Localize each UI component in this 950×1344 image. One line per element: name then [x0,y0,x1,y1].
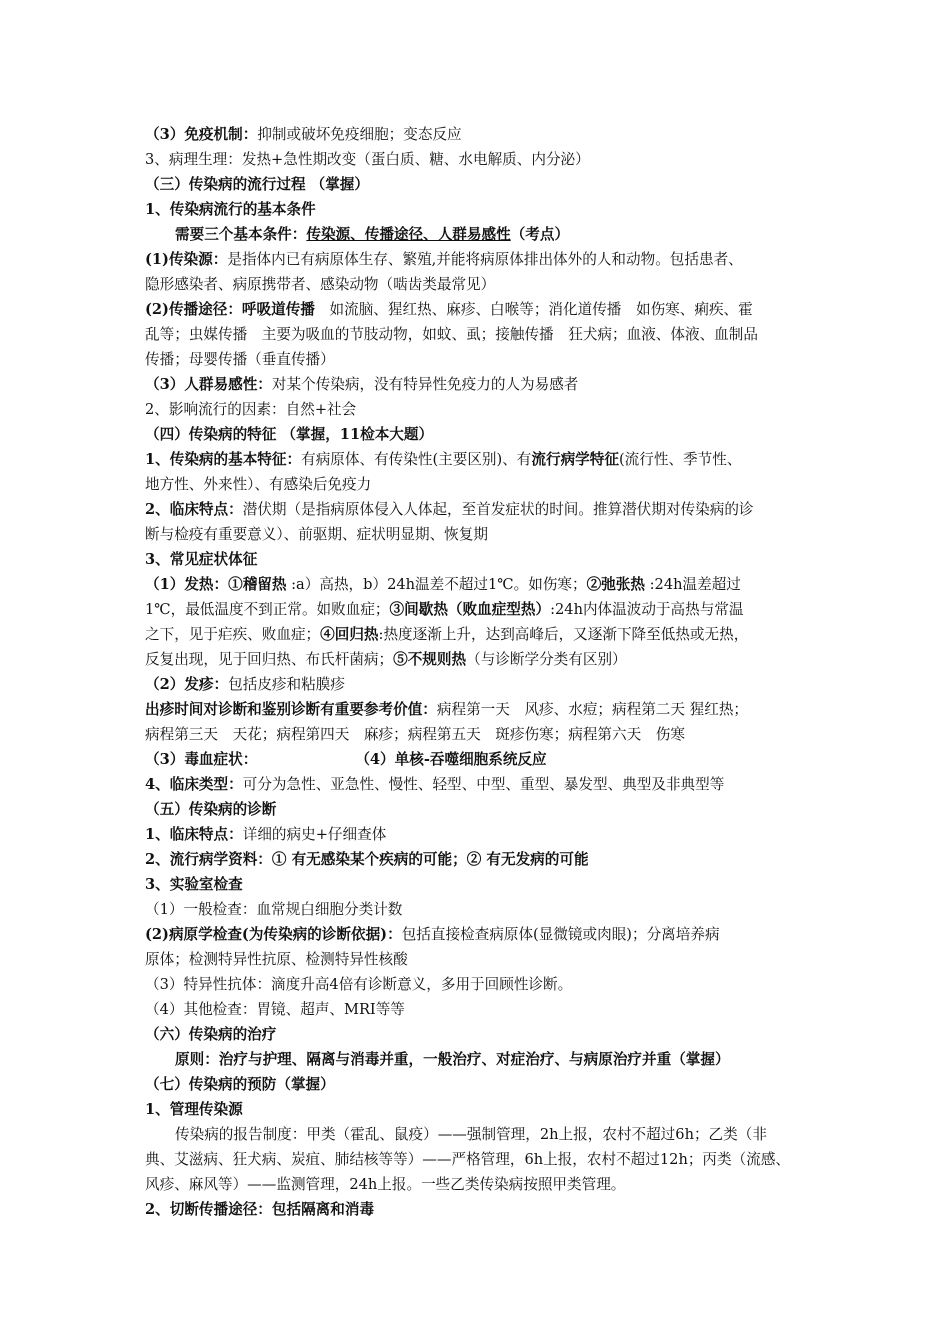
bold-text: 3、实验室检查 [145,876,243,893]
bold-text: （4）单核-吞噬细胞系统反应 [355,751,547,768]
text-run: （3）特异性抗体：滴度升高4倍有诊断意义，多用于回顾性诊断。 [145,976,573,993]
text-run: 反复出现，见于回归热、布氏杆菌病； [145,651,394,668]
text-line [145,1072,815,1097]
text-line [145,872,815,897]
bold-text: （3）免疫机制： [145,126,258,143]
text-line [145,722,815,747]
bold-text: ⑤不规则热 [393,651,467,668]
text-run: 典、艾滋病、狂犬病、炭疽、肺结核等等）——严格管理，6h上报，农村不超过12h；丙类（流感、 [145,1151,791,1168]
bold-text: （2）发疹： [145,676,229,693]
bold-text: （3）毒血症状： [145,751,258,768]
bold-text: （五）传染病的诊断 [145,801,277,818]
bold-text: 2、临床特点： [145,501,243,518]
text-run: 包括直接检查病原体(显微镜或肉眼)；分离培养病 [401,926,720,943]
bold-text: 4、临床类型： [145,776,243,793]
bold-text: 1、传染病的基本特征： [145,451,302,468]
bold-text: ④回归热 [320,626,379,643]
text-run: :24h温差超过 [644,576,741,593]
text-line [145,422,815,447]
bold-text: （四）传染病的特征 （掌握，11检本大题） [145,426,434,443]
bold-text: 流行病学特征 [531,451,619,468]
text-line [145,222,815,247]
bold-text: (1)传染源： [145,251,228,268]
bold-text: 1、管理传染源 [145,1101,243,1118]
text-run: 3、病理生理：发热+急性期改变（蛋白质、糖、水电解质、内分泌） [145,151,590,168]
text-line [145,347,815,372]
bold-text: 3、常见症状体征 [145,551,258,568]
text-line [145,1122,815,1147]
text-line [145,622,815,647]
bold-text: （七）传染病的预防（掌握） [145,1076,335,1093]
document-page [145,122,815,1222]
text-line [145,147,815,172]
text-line [145,322,815,347]
text-run: 传播；母婴传播（垂直传播） [145,351,335,368]
bold-text: ③间歇热（败血症型热） [389,601,551,618]
text-line [145,447,815,472]
bold-text: 1、传染病流行的基本条件 [145,201,316,218]
bold-text: 1、临床特点： [145,826,243,843]
text-line [145,1172,815,1197]
text-line [145,1047,815,1072]
bold-text: 原则：治疗与护理、隔离与消毒并重，一般治疗、对症治疗、与病原治疗并重（掌握） [175,1051,730,1068]
text-line [145,1097,815,1122]
text-line [145,672,815,697]
text-line [145,597,815,622]
text-run: 之下，见于疟疾、败血症； [145,626,321,643]
text-line [145,1197,815,1222]
bold-text: （三）传染病的流行过程 （掌握） [145,176,369,193]
text-line [145,497,815,522]
text-line [145,1147,815,1172]
text-line [145,122,815,147]
text-run: :24h内体温波动于高热与常温 [550,601,744,618]
text-run: 有病原体、有传染性(主要区别)、有 [301,451,532,468]
text-run: （与诊断学分类有区别） [466,651,627,668]
text-line [145,372,815,397]
text-line [145,547,815,572]
text-run: :a）高热，b）24h温差不超过1℃。如伤寒； [286,576,587,593]
text-line [145,697,815,722]
text-line [145,747,815,772]
text-line [145,1022,815,1047]
bold-text: 2、流行病学资料：① 有无感染某个疾病的可能；② 有无发病的可能 [145,851,589,868]
bold-text: 需要三个基本条件： [175,226,307,243]
bold-text: (2)病原学检查(为传染病的诊断依据)： [145,926,402,943]
text-run: （4）其他检查：胃镜、超声、MRI等等 [145,1001,405,1018]
text-line [145,472,815,497]
text-run: :热度逐渐上升，达到高峰后，又逐渐下降至低热或无热， [378,626,749,643]
text-line [145,247,815,272]
bold-text: 传染源、传播途径、人群易感性 [306,226,511,243]
bold-text: （1）发热：①稽留热 [145,576,287,593]
text-line [145,972,815,997]
text-run: 是指体内已有病原体生存、繁殖,并能将病原体排出体外的人和动物。包括患者、 [227,251,743,268]
text-run: 抑制或破坏免疫细胞；变态反应 [257,126,462,143]
text-run: 传染病的报告制度：甲类（霍乱、鼠疫）——强制管理，2h上报，农村不超过6h；乙类（非 [175,1126,767,1143]
text-line [145,822,815,847]
text-run: 风疹、麻风等）——监测管理，24h上报。一些乙类传染病按照甲类管理。 [145,1176,626,1193]
bold-text: （考点） [510,226,570,243]
text-run: 隐形感染者、病原携带者、感染动物（啮齿类最常见） [145,276,496,293]
text-line [145,397,815,422]
text-run: (流行性、季节性、 [618,451,742,468]
bold-text: 出疹时间对诊断和鉴别诊断有重要参考价值： [145,701,437,718]
text-run: 病程第一天 风疹、水痘；病程第二天 猩红热； [436,701,749,718]
text-line [145,897,815,922]
text-run: 断与检疫有重要意义）、前驱期、症状明显期、恢复期 [145,526,488,543]
text-line [145,297,815,322]
text-run: 乱等；虫媒传播 主要为吸血的节肢动物，如蚊、虱；接触传播 狂犬病；血液、体液、血制品 [145,326,758,343]
text-run: 原体；检测特异性抗原、检测特异性核酸 [145,951,408,968]
text-line [145,997,815,1022]
text-line [145,847,815,872]
text-line [145,272,815,297]
text-line [145,522,815,547]
text-line [145,647,815,672]
text-run: 潜伏期（是指病原体侵入人体起，至首发症状的时间。推算潜伏期对传染病的诊 [242,501,754,518]
text-run: 病程第三天 天花；病程第四天 麻疹；病程第五天 斑疹伤寒；病程第六天 伤寒 [145,726,685,743]
text-line [145,197,815,222]
bold-text: （六）传染病的治疗 [145,1026,277,1043]
text-line [145,572,815,597]
text-run: 2、影响流行的因素：自然+社会 [145,401,357,418]
text-run: 对某个传染病，没有特异性免疫力的人为易感者 [271,376,579,393]
text-line [145,772,815,797]
text-line [145,172,815,197]
text-run: 如流脑、猩红热、麻疹、白喉等；消化道传播 如伤寒、痢疾、霍 [314,301,753,318]
text-run: 地方性、外来性）、有感染后免疫力 [145,476,372,493]
bold-text: （3）人群易感性： [145,376,272,393]
bold-text: ②弛张热 [586,576,645,593]
text-line [145,922,815,947]
text-run: 详细的病史+仔细查体 [242,826,387,843]
text-run: 可分为急性、亚急性、慢性、轻型、中型、重型、暴发型、典型及非典型等 [242,776,725,793]
text-line [145,947,815,972]
bold-text: 2、切断传播途径：包括隔离和消毒 [145,1201,375,1218]
text-run: 1℃，最低温度不到正常。如败血症； [145,601,390,618]
text-line [145,797,815,822]
text-run: 包括皮疹和粘膜疹 [228,676,345,693]
bold-text: (2)传播途径：呼吸道传播 [145,301,315,318]
text-run: （1）一般检查：血常规白细胞分类计数 [145,901,403,918]
